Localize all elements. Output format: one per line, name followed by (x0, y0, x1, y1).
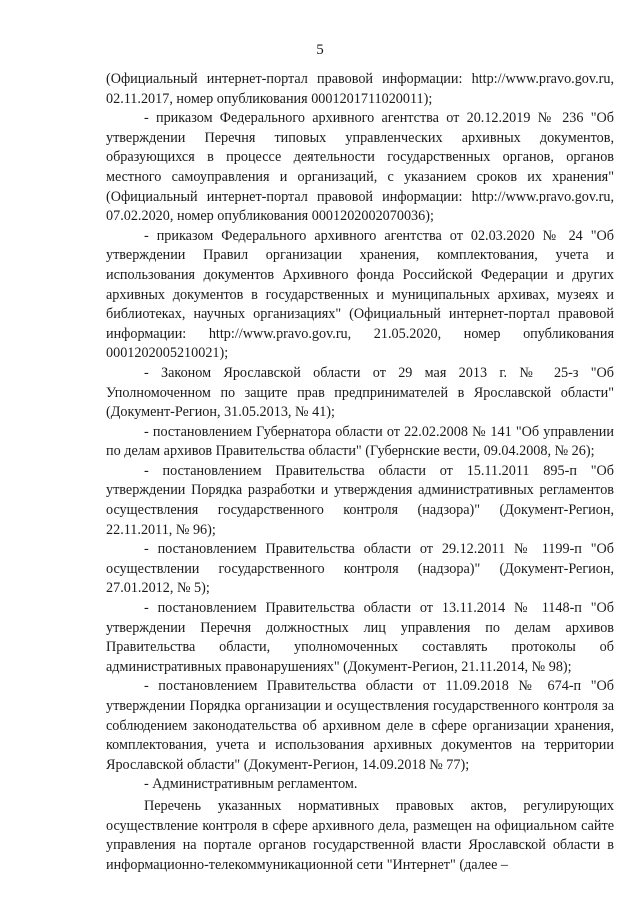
paragraph-government-decree-674: - постановлением Правительства области от 11.09.2018 № 674-п "Об утверждении Порядка организации и осуществления государственного контроля за соблюдением законодательства об архивном деле в сфере организации хранения, комплектования, учета и использования архивных документов на территории Ярославской области" (Документ-Регион, 14.09.2018 № 77); (106, 678, 614, 773)
paragraph-government-decree-1199: - постановлением Правительства области от 29.12.2011 № 1199-п "Об осуществлении государственного контроля (надзора)" (Документ-Регион, 27.01.2012, № 5); (106, 541, 614, 597)
paragraph-government-decree-895: - постановлением Правительства области от 15.11.2011 895-п "Об утверждении Порядка разработки и утверждения административных регламентов осуществления государственного контроля (надзора)" (Документ-Регион, 22.11.2011, № 96); (106, 462, 614, 538)
paragraph-order-24: - приказом Федерального архивного агентства от 02.03.2020 № 24 "Об утверждении Правил организации хранения, комплектования, учета и использования документов Архивного фонда Российской Федерации и других архивных документов в государственных и муниципальных архивах, музеях и библиотеках, научных организациях" (Официальный интернет-портал правовой информации: http://www.pravo.gov.ru, 21.05.2020, номер опубликования 0001202005210021); (106, 227, 614, 362)
document-body (106, 70, 614, 875)
paragraph-administrative-regulation: - Административным регламентом. (144, 776, 358, 793)
paragraph-official-portal-continuation: (Официальный интернет-портал правовой информации: http://www.pravo.gov.ru, 02.11.2017, номер опубликования 0001201711020011); (106, 71, 614, 107)
page-number: 5 (316, 42, 324, 58)
paragraph-order-236: - приказом Федерального архивного агентства от 20.12.2019 № 236 "Об утверждении Перечня типовых управленческих архивных документов, образующихся в процессе деятельности государственных органов, органов местного самоуправления и организаций, с указанием сроков их хранения" (Официальный интернет-портал правовой информации: http://www.pravo.gov.ru, 07.02.2020, номер опубликования 0001202002070036); (106, 110, 614, 225)
paragraph-list-of-acts: Перечень указанных нормативных правовых актов, регулирующих осуществление контроля в сфере архивного дела, размещен на официальном сайте управления на портале органов государственной власти Ярославской области в информационно-телекоммуникационной сети "Интернет" (далее – (106, 797, 614, 873)
paragraph-law-25-z: - Законом Ярославской области от 29 мая 2013 г. № 25-з "Об Уполномоченном по защите прав предпринимателей в Ярославской области" (Документ-Регион, 31.05.2013, № 41); (106, 364, 614, 421)
paragraph-government-decree-1148: - постановлением Правительства области от 13.11.2014 № 1148-п "Об утверждении Перечня должностных лиц управления по делам архивов Правительства области, уполномоченных составлять протоколы об административных правонарушениях" (Документ-Регион, 21.11.2014, № 98); (106, 600, 614, 675)
paragraph-governor-decree-141: - постановлением Губернатора области от 22.02.2008 № 141 "Об управлении по делам архивов Правительства области" (Губернские вести, 09.04.2008, № 26); (106, 423, 614, 460)
